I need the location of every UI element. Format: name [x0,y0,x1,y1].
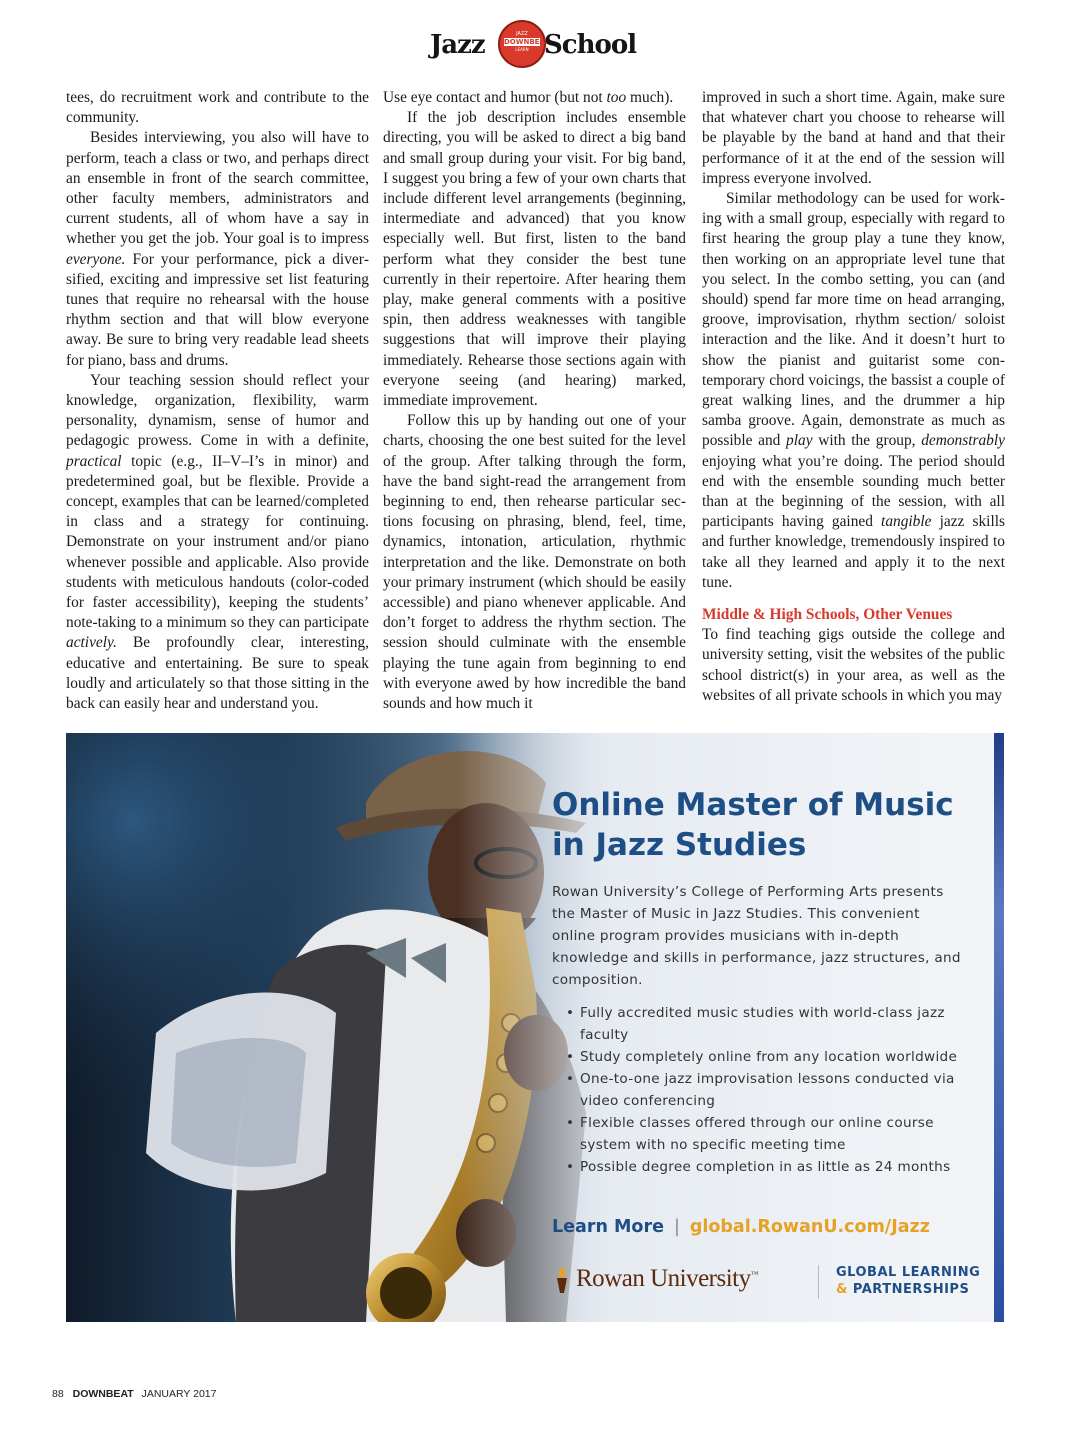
ad-brand-bar [552,1261,981,1301]
paragraph: Use eye contact and humor (but not too much). [383,89,674,106]
downbeat-seal-icon: JAZZ DOWNBEAT LEARN [498,20,546,68]
learn-more-link[interactable]: Learn More [552,1217,664,1237]
ad-title: Online Master of Music in Jazz Studies [552,787,954,863]
list-item: • One-to-one jazz improvisation lessons conducted via video conferencing [566,1068,966,1112]
edge-accent [994,733,1004,1322]
cta-separator: | [673,1217,680,1237]
rowan-advertisement[interactable] [66,733,1004,1322]
section-subhead: Middle & High Schools, Other Venues [702,606,953,624]
bullet-icon: • [566,1071,575,1087]
list-item: • Study completely online from any location worldwide [566,1046,966,1068]
paragraph: Similar methodology can be used for working with a small group, especially with regard to first hearing the group play a tune they know, then working on an appropriate level tune that you select. In the combo setting, you can (and should) spend far more time on head arranging, groove, improvisation, rhythm section/ soloist interaction and the like. And it doesn’t hurt to show the pianist and guitarist some contemporary chord voicings, the bassist a couple of great walking lines, and the drummer a hip samba groove. Again, demonstrate as much as possible and play with the group, demonstrably enjoying what you’re doing. The period should end with the ensemble sounding much better than at the beginning of the session, with all participants having gained tangible jazz skills and further knowledge, tremendously inspired to take all they learned and apply it to the next tune. [702,190,1005,591]
rowan-university-wordmark: Rowan University™ [576,1265,758,1292]
torch-icon [552,1265,572,1295]
ad-call-to-action [552,1217,982,1237]
issue-date: JANUARY 2017 [141,1388,217,1400]
article-column-3 [702,88,1005,706]
magazine-name: DOWNBEAT [72,1388,134,1400]
ad-url-link[interactable]: global.RowanU.com/Jazz [689,1217,930,1237]
paragraph: tees, do recruitment work and contribute to the community. [66,89,369,127]
paragraph: Follow this up by handing out one of your charts, choosing the one best suited for the level of the group. After talking through the form, have the band sight-read the arrangement from beginning to end, then rehearse particular sections focusing on phrasing, blend, feel, time, dynamics, intonation, articulation, rhythmic interpretation and the like. Demonstrate on both your primary instrument (which should be easily accessible) and piano whenever applicable. And don’t forget to address the rhythm section. The session should culminate with the ensemble playing the tune again from beginning to end with everyone awed by how incredible the band sounds and how much it [383,412,686,713]
brand-divider [818,1265,819,1299]
bullet-icon: • [566,1005,575,1021]
page-number: 88 [52,1388,64,1400]
paragraph: If the job description includes ensemble directing, you will be asked to direct a big band and small group during your visit. For big band, I suggest you bring a few of your own charts that include different level arrangements (beginning, intermediate and advanced) that you know especially well. But first, listen to the band perform what they consider the best tune currently in their repertoire. After hearing them play, make general comments with a positive spin, then address weaknesses with tangible suggestions that will improve their playing immediately. Rehearse those sections again with everyone seeing (and hearing) marked, immediate improvement. [383,109,686,410]
list-item: • Possible degree completion in as little as 24 months [566,1156,966,1178]
paragraph: To find teaching gigs outside the college and university setting, visit the websites of the public school district(s) in your area, as well as the websites of all private schools in which you may [702,626,1005,704]
paragraph: Your teaching session should reflect your knowledge, organization, flexibility, warm personality, dynamism, sense of humor and pedagogic prowess. Come in with a definite, practical topic (e.g., II–V–I’s in minor) and predetermined goal, but be flexible. Provide a concept, examples that can be learned/completed in class and a strategy for continuing. Demonstrate on your instrument and/or piano whenever possible and applicable. Also provide students with meticulous handouts (color-coded for faster accessibility), keeping the students’ note-taking to a minimum so they can participate actively. Be profoundly clear, interesting, educative and entertaining. Be sure to speak loudly and articulately so that those sitting in the back can easily hear and understand you. [66,371,369,713]
ad-feature-list [566,1002,966,1178]
jazz-school-logo [430,18,640,74]
global-learning-partnerships-logo: GLOBAL LEARNING & PARTNERSHIPS [836,1265,981,1297]
bullet-icon: • [566,1115,575,1131]
logo-word-jazz: Jazz [430,30,485,60]
paragraph: improved in such a short time. Again, make sure that whatever chart you choose to rehearse will be playable by the band at hand and that their performance of it at the end of the session will impress everyone involved. [702,89,1005,187]
logo-word-school: School [544,30,637,60]
ad-description: Rowan University’s College of Performing Arts presents the Master of Music in Jazz Studies. This convenient online program provides musicians with in-depth knowledge and skills in performance, jazz structures, and composition. [552,884,961,988]
article-column-1 [66,88,369,714]
paragraph: Besides interviewing, you also will have to perform, teach a class or two, and perhaps direct an ensemble in front of the search committee, other faculty members, administrators and current students, all of whom have a say in whether you get the job. Your goal is to impress everyone. For your performance, pick a diversified, exciting and impressive set list featuring tunes that require no rehearsal with the house rhythm section and that will blow everyone away. Be sure to bring very readable lead sheets for piano, bass and drums. [66,129,369,369]
page-footer [52,1388,216,1400]
saxophonist-photo [66,733,626,1322]
article-column-2 [383,88,686,714]
bullet-icon: • [566,1049,575,1065]
list-item: • Flexible classes offered through our online course system with no specific meeting time [566,1112,966,1156]
list-item: • Fully accredited music studies with world-class jazz faculty [566,1002,966,1046]
bullet-icon: • [566,1159,575,1175]
